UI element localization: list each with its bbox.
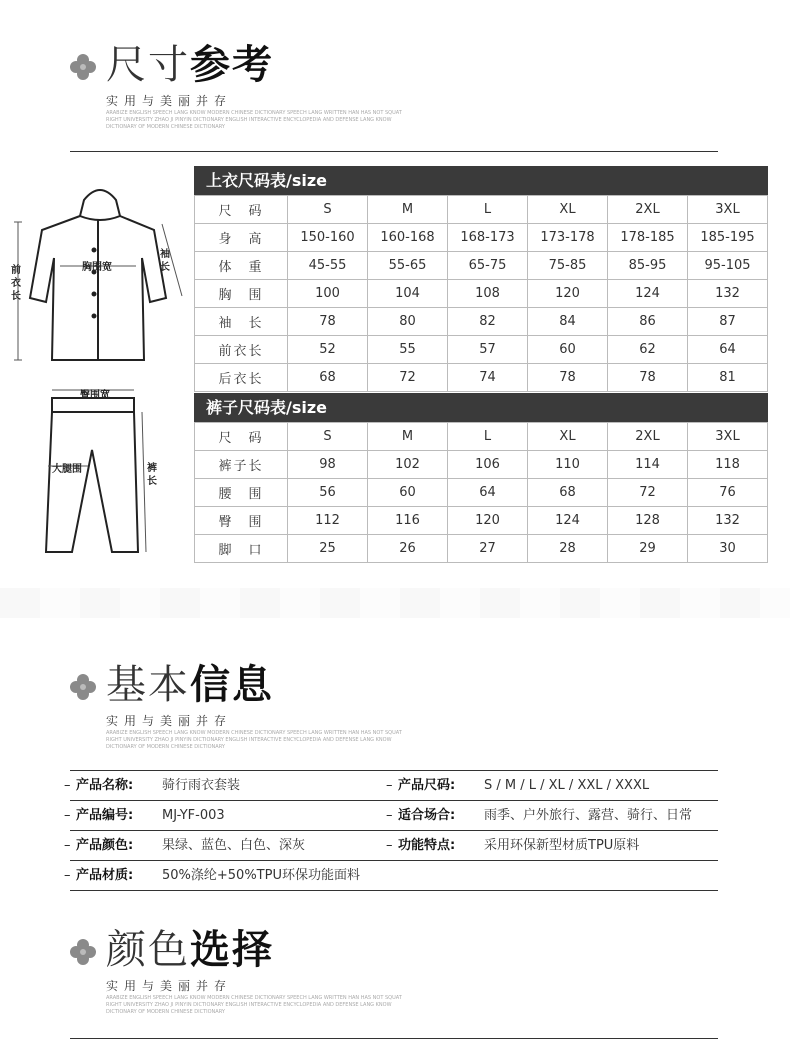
table-cell: 132 [688,280,768,308]
table-cell: 28 [528,535,608,563]
info-key: 适合场合: [398,808,456,823]
dash-icon: – [64,838,71,853]
background-texture [0,588,790,618]
table-cell: 30 [688,535,768,563]
table-cell: 112 [288,507,368,535]
section-title: 基本信息 [106,662,274,708]
table-row [195,336,768,364]
table-cell: XL [528,423,608,451]
table-cell: 55-65 [368,252,448,280]
table-cell: 118 [688,451,768,479]
table-cell: 114 [608,451,688,479]
garment-diagram [12,180,192,570]
row-label: 尺 码 [195,423,288,451]
table-cell: 52 [288,336,368,364]
table-cell: 84 [528,308,608,336]
table-cell: 173-178 [528,224,608,252]
table-row [195,479,768,507]
table-cell: 26 [368,535,448,563]
table-cell: 120 [528,280,608,308]
table-cell: 56 [288,479,368,507]
info-row [64,771,718,801]
table-cell: 98 [288,451,368,479]
table-cell: M [368,423,448,451]
dash-icon: – [386,838,393,853]
table-row [195,364,768,392]
table-cell: 150-160 [288,224,368,252]
table-cell: 64 [688,336,768,364]
table-cell: 2XL [608,423,688,451]
table-cell: 78 [528,364,608,392]
table-cell: 168-173 [448,224,528,252]
pants-size-table [194,422,768,563]
clover-icon [70,674,96,700]
row-label: 脚 口 [195,535,288,563]
table-cell: 185-195 [688,224,768,252]
table-cell: 74 [448,364,528,392]
fine-print: ARABIZE ENGLISH SPEECH LANG KNOW MODERN CHINESE DICTIONARY SPEECH LANG WRITTEN HAN HAS NOT SQUAT RIGHT UNIVERSITY ZHAO JI PINYIN DICTIONARY ENGLISH INTERACTIVE ENCYCLOPEDIA AND DEFENSE LANG KNOW DICTIONARY OF MODERN CHINESE DICTIONARY [106,995,402,1015]
pants-size-table-title: 裤子尺码表/size [194,393,768,422]
row-label: 臀 围 [195,507,288,535]
row-label: 袖 长 [195,308,288,336]
table-row [195,423,768,451]
label-sleeve: 袖长 [160,249,170,273]
top-size-table-title: 上衣尺码表/size [194,166,768,195]
table-cell: 78 [288,308,368,336]
row-label: 腰 围 [195,479,288,507]
table-cell: 160-168 [368,224,448,252]
table-row [195,224,768,252]
info-key: 产品名称: [76,778,134,793]
fine-print: ARABIZE ENGLISH SPEECH LANG KNOW MODERN CHINESE DICTIONARY SPEECH LANG WRITTEN HAN HAS NOT SQUAT RIGHT UNIVERSITY ZHAO JI PINYIN DICTIONARY ENGLISH INTERACTIVE ENCYCLOPEDIA AND DEFENSE LANG KNOW DICTIONARY OF MODERN CHINESE DICTIONARY [106,110,402,130]
info-key: 产品尺码: [398,778,456,793]
table-cell: 124 [528,507,608,535]
info-row [64,831,718,861]
table-cell: 102 [368,451,448,479]
row-label: 裤子长 [195,451,288,479]
table-cell: XL [528,196,608,224]
row-label: 尺 码 [195,196,288,224]
section-subtitle: 实用与美丽并存 [106,94,233,108]
dash-icon: – [64,808,71,823]
table-cell: 87 [688,308,768,336]
table-cell: 60 [528,336,608,364]
table-row [195,280,768,308]
divider [70,1038,718,1039]
dash-icon: – [64,868,71,883]
table-cell: 100 [288,280,368,308]
table-cell: 110 [528,451,608,479]
table-cell: 3XL [688,423,768,451]
info-value: MJ-YF-003 [162,808,225,823]
clover-icon [70,939,96,965]
table-cell: 25 [288,535,368,563]
table-cell: 45-55 [288,252,368,280]
label-chest-width: 胸围宽 [82,262,112,273]
table-cell: 29 [608,535,688,563]
section-subtitle: 实用与美丽并存 [106,714,233,728]
table-cell: 106 [448,451,528,479]
table-cell: 72 [608,479,688,507]
table-row [195,507,768,535]
table-cell: 82 [448,308,528,336]
table-cell: 108 [448,280,528,308]
table-cell: 120 [448,507,528,535]
table-cell: M [368,196,448,224]
table-cell: 65-75 [448,252,528,280]
table-cell: 128 [608,507,688,535]
table-cell: 78 [608,364,688,392]
dash-icon: – [386,778,393,793]
table-cell: 85-95 [608,252,688,280]
table-cell: 178-185 [608,224,688,252]
info-value: 果绿、蓝色、白色、深灰 [162,838,306,853]
table-cell: 104 [368,280,448,308]
clover-icon [70,54,96,80]
label-front-length: 前衣长 [11,265,21,302]
dash-icon: – [386,808,393,823]
table-cell: 3XL [688,196,768,224]
info-key: 产品颜色: [76,838,134,853]
row-label: 胸 围 [195,280,288,308]
table-cell: 81 [688,364,768,392]
table-cell: 64 [448,479,528,507]
table-cell: 72 [368,364,448,392]
row-label: 身 高 [195,224,288,252]
table-cell: 132 [688,507,768,535]
label-thigh: 大腿围 [52,464,82,475]
table-cell: 60 [368,479,448,507]
section-title: 尺寸参考 [106,42,274,88]
table-cell: 68 [288,364,368,392]
info-row [64,801,718,831]
table-cell: 62 [608,336,688,364]
row-label: 后衣长 [195,364,288,392]
info-row [64,861,718,891]
table-cell: 86 [608,308,688,336]
info-value: 骑行雨衣套装 [162,778,241,793]
info-value: 50%涤纶+50%TPU环保功能面料 [162,868,360,883]
info-value: S / M / L / XL / XXL / XXXL [484,778,650,793]
info-key: 功能特点: [398,838,456,853]
table-cell: 27 [448,535,528,563]
table-cell: 75-85 [528,252,608,280]
table-cell: 68 [528,479,608,507]
table-cell: 2XL [608,196,688,224]
label-pants-length: 裤长 [147,463,157,487]
table-row [195,535,768,563]
table-cell: 57 [448,336,528,364]
table-cell: 55 [368,336,448,364]
divider [70,151,718,152]
table-row [195,252,768,280]
dash-icon: – [64,778,71,793]
info-key: 产品编号: [76,808,134,823]
table-cell: S [288,423,368,451]
info-value: 采用环保新型材质TPU原料 [484,838,640,853]
section-subtitle: 实用与美丽并存 [106,979,233,993]
table-cell: 124 [608,280,688,308]
table-cell: 76 [688,479,768,507]
table-cell: 95-105 [688,252,768,280]
row-label: 体 重 [195,252,288,280]
info-value: 雨季、户外旅行、露营、骑行、日常 [484,808,693,823]
table-cell: L [448,196,528,224]
table-row [195,196,768,224]
row-label: 前衣长 [195,336,288,364]
table-row [195,451,768,479]
label-hip-width: 臀围宽 [80,390,110,401]
table-cell: 116 [368,507,448,535]
table-cell: 80 [368,308,448,336]
section-title: 颜色选择 [106,927,274,973]
table-row [195,308,768,336]
table-cell: S [288,196,368,224]
table-cell: L [448,423,528,451]
fine-print: ARABIZE ENGLISH SPEECH LANG KNOW MODERN CHINESE DICTIONARY SPEECH LANG WRITTEN HAN HAS NOT SQUAT RIGHT UNIVERSITY ZHAO JI PINYIN DICTIONARY ENGLISH INTERACTIVE ENCYCLOPEDIA AND DEFENSE LANG KNOW DICTIONARY OF MODERN CHINESE DICTIONARY [106,730,402,750]
info-key: 产品材质: [76,868,134,883]
top-size-table [194,195,768,392]
